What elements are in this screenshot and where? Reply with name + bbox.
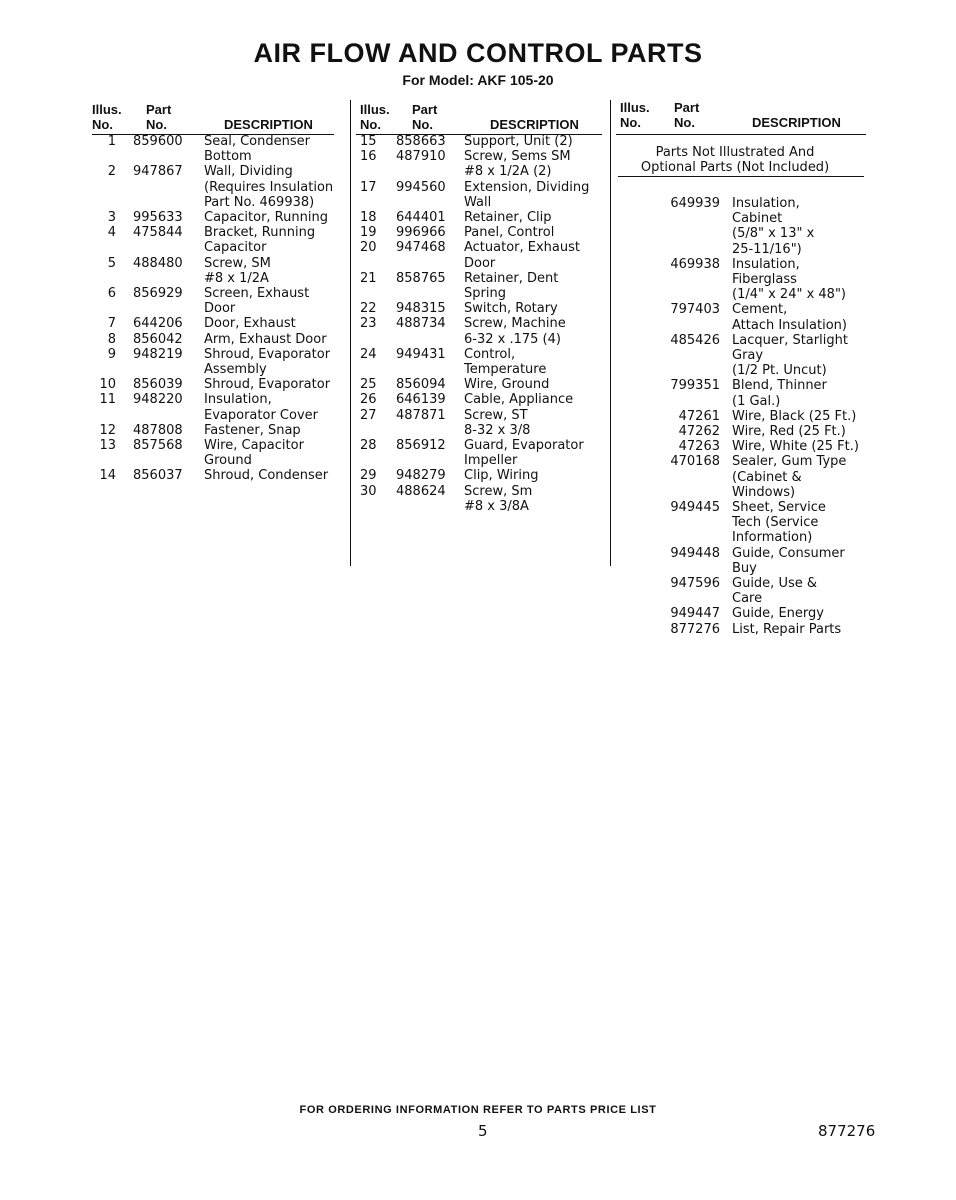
optional-parts-list — [620, 196, 870, 637]
description-line: Evaporator Cover — [204, 407, 318, 423]
description-line: Blend, Thinner — [732, 378, 827, 394]
part-number: 469938 — [670, 256, 720, 272]
part-number: 646139 — [396, 392, 446, 408]
description-line: Wire, Ground — [464, 377, 550, 393]
document-number: 877276 — [818, 1122, 876, 1140]
page-title: AIR FLOW AND CONTROL PARTS — [253, 38, 703, 68]
description-line: Screen, Exhaust — [204, 286, 310, 302]
description-line: (1 Gal.) — [732, 393, 781, 409]
table-row — [92, 134, 342, 164]
description-line: Screw, SM — [204, 255, 271, 271]
part-description — [464, 301, 610, 316]
illus-number: 22 — [360, 301, 377, 317]
description-line: Fastener, Snap — [204, 422, 301, 438]
table-row — [92, 164, 342, 210]
description-line: Wall, Dividing — [204, 164, 293, 180]
part-description — [464, 392, 610, 407]
part-number: 856912 — [396, 438, 446, 454]
description-line: Spring — [464, 286, 506, 302]
part-description — [464, 484, 610, 514]
part-description — [732, 606, 870, 621]
table-row — [360, 225, 610, 240]
illus-number: 1 — [107, 134, 116, 149]
description-line: Arm, Exhaust Door — [204, 331, 327, 347]
part-number: 470168 — [670, 454, 720, 470]
illus-number: 11 — [99, 392, 116, 408]
description-line: Cable, Appliance — [464, 392, 574, 408]
no-header: No. — [92, 117, 113, 132]
description-line: Wire, Black (25 Ft.) — [732, 408, 857, 424]
table-row — [620, 576, 870, 606]
part-header: Part — [146, 102, 172, 117]
part-number: 859600 — [133, 134, 183, 149]
part-number: 948220 — [133, 392, 183, 408]
part-number: 948219 — [133, 346, 183, 362]
part-description — [464, 271, 610, 301]
table-row — [620, 546, 870, 576]
part-description — [464, 180, 610, 210]
description-line: Part No. 469938) — [204, 194, 315, 210]
part-description — [204, 164, 342, 210]
part-number: 858765 — [396, 270, 446, 286]
description-line: Fiberglass — [732, 272, 797, 288]
part-number: 994560 — [396, 179, 446, 195]
part-number: 995633 — [133, 210, 183, 226]
illus-number: 14 — [99, 468, 116, 484]
description-line: Retainer, Dent — [464, 270, 559, 286]
table-row — [360, 180, 610, 210]
description-line: Door — [204, 301, 236, 317]
part-description — [732, 424, 870, 439]
illus-number: 21 — [360, 270, 377, 286]
description-line: Guide, Energy — [732, 606, 824, 622]
description-line: Shroud, Evaporator — [204, 377, 331, 393]
table-row — [360, 134, 610, 149]
part-number: 47262 — [678, 424, 720, 440]
column-divider — [350, 100, 351, 566]
description-line: Wall — [464, 194, 492, 210]
description-line: (1/4" x 24" x 48") — [732, 287, 847, 303]
illus-number: 23 — [360, 316, 377, 332]
description-line: Insulation, — [732, 256, 800, 272]
description-line: Buy — [732, 560, 757, 576]
part-description — [732, 378, 870, 408]
illus-number: 19 — [360, 225, 377, 241]
illus-number: 26 — [360, 392, 377, 408]
illus-number: 13 — [99, 438, 116, 454]
table-row — [92, 225, 342, 255]
part-description — [464, 134, 610, 149]
description-line: Support, Unit (2) — [464, 134, 573, 149]
part-description — [204, 332, 342, 347]
part-description — [204, 377, 342, 392]
description-header: DESCRIPTION — [752, 115, 841, 130]
part-number: 948279 — [396, 468, 446, 484]
part-description — [204, 392, 342, 422]
no-header: No. — [360, 117, 381, 132]
part-number: 856039 — [133, 377, 183, 393]
part-number: 475844 — [133, 225, 183, 241]
description-line: Capacitor — [204, 240, 267, 256]
table-row — [360, 408, 610, 438]
part-description — [204, 316, 342, 331]
table-row — [620, 500, 870, 546]
description-line: Shroud, Condenser — [204, 468, 329, 484]
description-line: Temperature — [464, 362, 547, 378]
part-number: 856037 — [133, 468, 183, 484]
illus-number: 12 — [99, 422, 116, 438]
table-row — [360, 271, 610, 301]
illus-number: 27 — [360, 407, 377, 423]
column-divider — [610, 100, 611, 566]
model-subtitle: For Model: AKF 105-20 — [402, 72, 554, 88]
part-description — [732, 196, 870, 257]
part-description — [732, 500, 870, 546]
part-number: 947867 — [133, 164, 183, 180]
illus-number: 4 — [107, 225, 116, 241]
illus-number: 25 — [360, 377, 377, 393]
description-line: Panel, Control — [464, 225, 555, 241]
description-line: Sealer, Gum Type — [732, 454, 847, 470]
illus-number: 5 — [107, 255, 116, 271]
table-row — [360, 316, 610, 346]
description-line: Bracket, Running — [204, 225, 316, 241]
illus-header: Illus. — [360, 102, 390, 117]
description-line: Screw, Machine — [464, 316, 566, 332]
table-row — [92, 423, 342, 438]
description-line: Attach Insulation) — [732, 317, 847, 333]
illus-number: 17 — [360, 179, 377, 195]
table-row — [92, 286, 342, 316]
part-no-header: No. — [146, 117, 167, 132]
note-rule — [618, 176, 864, 177]
description-line: Ground — [204, 453, 252, 469]
part-number: 949431 — [396, 346, 446, 362]
table-row — [92, 438, 342, 468]
table-row — [620, 622, 870, 637]
table-row — [620, 439, 870, 454]
part-number: 856929 — [133, 286, 183, 302]
description-line: (Requires Insulation — [204, 179, 334, 195]
illus-number: 7 — [107, 316, 116, 332]
part-description — [464, 438, 610, 468]
part-description — [732, 622, 870, 637]
description-line: Shroud, Evaporator — [204, 346, 331, 362]
part-description — [464, 210, 610, 225]
illus-number: 16 — [360, 149, 377, 165]
table-row — [620, 257, 870, 303]
page-number: 5 — [478, 1122, 488, 1140]
illus-number: 2 — [107, 164, 116, 180]
illus-number: 18 — [360, 210, 377, 226]
description-line: #8 x 1/2A — [204, 270, 269, 286]
table-row — [620, 454, 870, 500]
part-number: 485426 — [670, 332, 720, 348]
part-description — [464, 149, 610, 179]
part-description — [204, 423, 342, 438]
illus-number: 24 — [360, 346, 377, 362]
description-line: Clip, Wiring — [464, 468, 539, 484]
illus-number: 8 — [107, 331, 116, 347]
part-number: 856042 — [133, 331, 183, 347]
illus-header: Illus. — [92, 102, 122, 117]
description-line: Control, — [464, 346, 516, 362]
table-row — [620, 606, 870, 621]
table-row — [360, 210, 610, 225]
part-number: 488734 — [396, 316, 446, 332]
description-line: Retainer, Clip — [464, 210, 552, 226]
description-line: Door, Exhaust — [204, 316, 296, 332]
part-number: 644401 — [396, 210, 446, 226]
note-line: Optional Parts (Not Included) — [640, 160, 830, 175]
illus-number: 10 — [99, 377, 116, 393]
description-line: Tech (Service — [732, 515, 819, 531]
part-description — [732, 302, 870, 332]
table-row — [620, 409, 870, 424]
part-no-header: No. — [674, 115, 695, 130]
illus-header: Illus. — [620, 100, 650, 115]
description-line: Screw, ST — [464, 407, 528, 423]
table-row — [620, 424, 870, 439]
part-header: Part — [674, 100, 700, 115]
description-line: Wire, Capacitor — [204, 438, 304, 454]
part-description — [732, 546, 870, 576]
table-row — [92, 468, 342, 483]
part-description — [204, 210, 342, 225]
description-line: Sheet, Service — [732, 500, 826, 516]
description-line: Care — [732, 591, 763, 607]
table-row — [360, 438, 610, 468]
part-number: 487910 — [396, 149, 446, 165]
illus-number: 20 — [360, 240, 377, 256]
part-number: 877276 — [670, 621, 720, 637]
table-row — [360, 468, 610, 483]
parts-list — [360, 134, 610, 514]
table-row — [92, 347, 342, 377]
part-number: 47261 — [678, 408, 720, 424]
description-line: Windows) — [732, 484, 796, 500]
description-line: (1/2 Pt. Uncut) — [732, 363, 827, 379]
description-line: Cabinet — [732, 211, 783, 227]
optional-parts-note — [620, 145, 850, 175]
part-number: 949445 — [670, 500, 720, 516]
part-number: 644206 — [133, 316, 183, 332]
description-line: (Cabinet & — [732, 469, 802, 485]
part-description — [732, 454, 870, 500]
part-description — [204, 256, 342, 286]
description-line: #8 x 1/2A (2) — [464, 164, 552, 180]
header-rule — [616, 134, 866, 135]
part-number: 488480 — [133, 255, 183, 271]
part-number: 649939 — [670, 196, 720, 211]
header-rule — [92, 134, 334, 135]
description-line: #8 x 3/8A — [464, 498, 529, 514]
part-description — [464, 225, 610, 240]
description-line: List, Repair Parts — [732, 621, 842, 637]
illus-number: 9 — [107, 346, 116, 362]
description-line: 8-32 x 3/8 — [464, 422, 531, 438]
description-line: Extension, Dividing — [464, 179, 590, 195]
description-line: Seal, Condenser — [204, 134, 310, 149]
description-line: Assembly — [204, 362, 267, 378]
part-number: 857568 — [133, 438, 183, 454]
table-row — [360, 240, 610, 270]
part-description — [464, 240, 610, 270]
part-number: 947596 — [670, 576, 720, 592]
part-number: 996966 — [396, 225, 446, 241]
description-line: Guard, Evaporator — [464, 438, 584, 454]
part-description — [732, 409, 870, 424]
table-row — [360, 392, 610, 407]
part-description — [204, 347, 342, 377]
table-row — [360, 377, 610, 392]
part-description — [204, 134, 342, 164]
part-number: 487871 — [396, 407, 446, 423]
part-number: 488624 — [396, 483, 446, 499]
part-description — [204, 438, 342, 468]
description-line: Cement, — [732, 302, 788, 318]
description-line: Switch, Rotary — [464, 301, 558, 317]
description-line: Lacquer, Starlight — [732, 332, 848, 348]
description-line: 25-11/16") — [732, 241, 802, 257]
part-description — [464, 377, 610, 392]
table-row — [620, 378, 870, 408]
parts-column-1 — [92, 100, 342, 484]
part-number: 856094 — [396, 377, 446, 393]
part-description — [204, 468, 342, 483]
description-line: Screw, Sm — [464, 483, 533, 499]
part-number: 47263 — [678, 439, 720, 455]
illus-number: 29 — [360, 468, 377, 484]
part-description — [204, 225, 342, 255]
table-row — [92, 210, 342, 225]
illus-number: 3 — [107, 210, 116, 226]
no-header: No. — [620, 115, 641, 130]
ordering-footer: FOR ORDERING INFORMATION REFER TO PARTS PRICE LIST — [299, 1104, 657, 1116]
description-line: Gray — [732, 348, 764, 364]
column-header — [92, 100, 342, 134]
description-line: Guide, Use & — [732, 576, 817, 592]
description-line: Wire, White (25 Ft.) — [732, 439, 859, 455]
table-row — [92, 256, 342, 286]
table-row — [620, 302, 870, 332]
table-row — [92, 332, 342, 347]
parts-column-3 — [620, 100, 870, 134]
description-header: DESCRIPTION — [224, 117, 313, 132]
description-line: Door — [464, 255, 496, 271]
description-line: 6-32 x .175 (4) — [464, 331, 561, 347]
description-line: Insulation, — [204, 392, 272, 408]
description-line: Actuator, Exhaust — [464, 240, 580, 256]
part-number: 948315 — [396, 301, 446, 317]
table-row — [620, 196, 870, 257]
part-number: 949448 — [670, 545, 720, 561]
description-line: Impeller — [464, 453, 518, 469]
part-number: 949447 — [670, 606, 720, 622]
part-description — [464, 316, 610, 346]
header-rule — [356, 134, 602, 135]
note-line: Parts Not Illustrated And — [655, 145, 815, 160]
part-description — [464, 468, 610, 483]
description-line: Screw, Sems SM — [464, 149, 571, 165]
parts-list — [92, 134, 342, 484]
part-description — [732, 576, 870, 606]
description-line: (5/8" x 13" x — [732, 226, 815, 242]
description-line: Capacitor, Running — [204, 210, 328, 226]
part-no-header: No. — [412, 117, 433, 132]
part-number: 947468 — [396, 240, 446, 256]
table-row — [360, 484, 610, 514]
part-description — [464, 408, 610, 438]
table-row — [92, 392, 342, 422]
part-description — [732, 439, 870, 454]
description-line: Guide, Consumer — [732, 545, 845, 561]
part-description — [732, 333, 870, 379]
part-number: 799351 — [670, 378, 720, 394]
table-row — [360, 149, 610, 179]
column-header — [360, 100, 610, 134]
description-line: Wire, Red (25 Ft.) — [732, 424, 846, 440]
illus-number: 6 — [107, 286, 116, 302]
table-row — [92, 377, 342, 392]
part-description — [464, 347, 610, 377]
part-number: 858663 — [396, 134, 446, 149]
table-row — [92, 316, 342, 331]
table-row — [360, 347, 610, 377]
illus-number: 15 — [360, 134, 377, 149]
table-row — [620, 333, 870, 379]
part-number: 797403 — [670, 302, 720, 318]
table-row — [360, 301, 610, 316]
parts-column-2 — [360, 100, 610, 514]
description-header: DESCRIPTION — [490, 117, 579, 132]
description-line: Information) — [732, 530, 813, 546]
part-header: Part — [412, 102, 438, 117]
description-line: Insulation, — [732, 196, 800, 211]
part-description — [204, 286, 342, 316]
part-number: 487808 — [133, 422, 183, 438]
part-description — [732, 257, 870, 303]
illus-number: 30 — [360, 483, 377, 499]
description-line: Bottom — [204, 149, 252, 165]
illus-number: 28 — [360, 438, 377, 454]
column-header — [620, 100, 870, 134]
